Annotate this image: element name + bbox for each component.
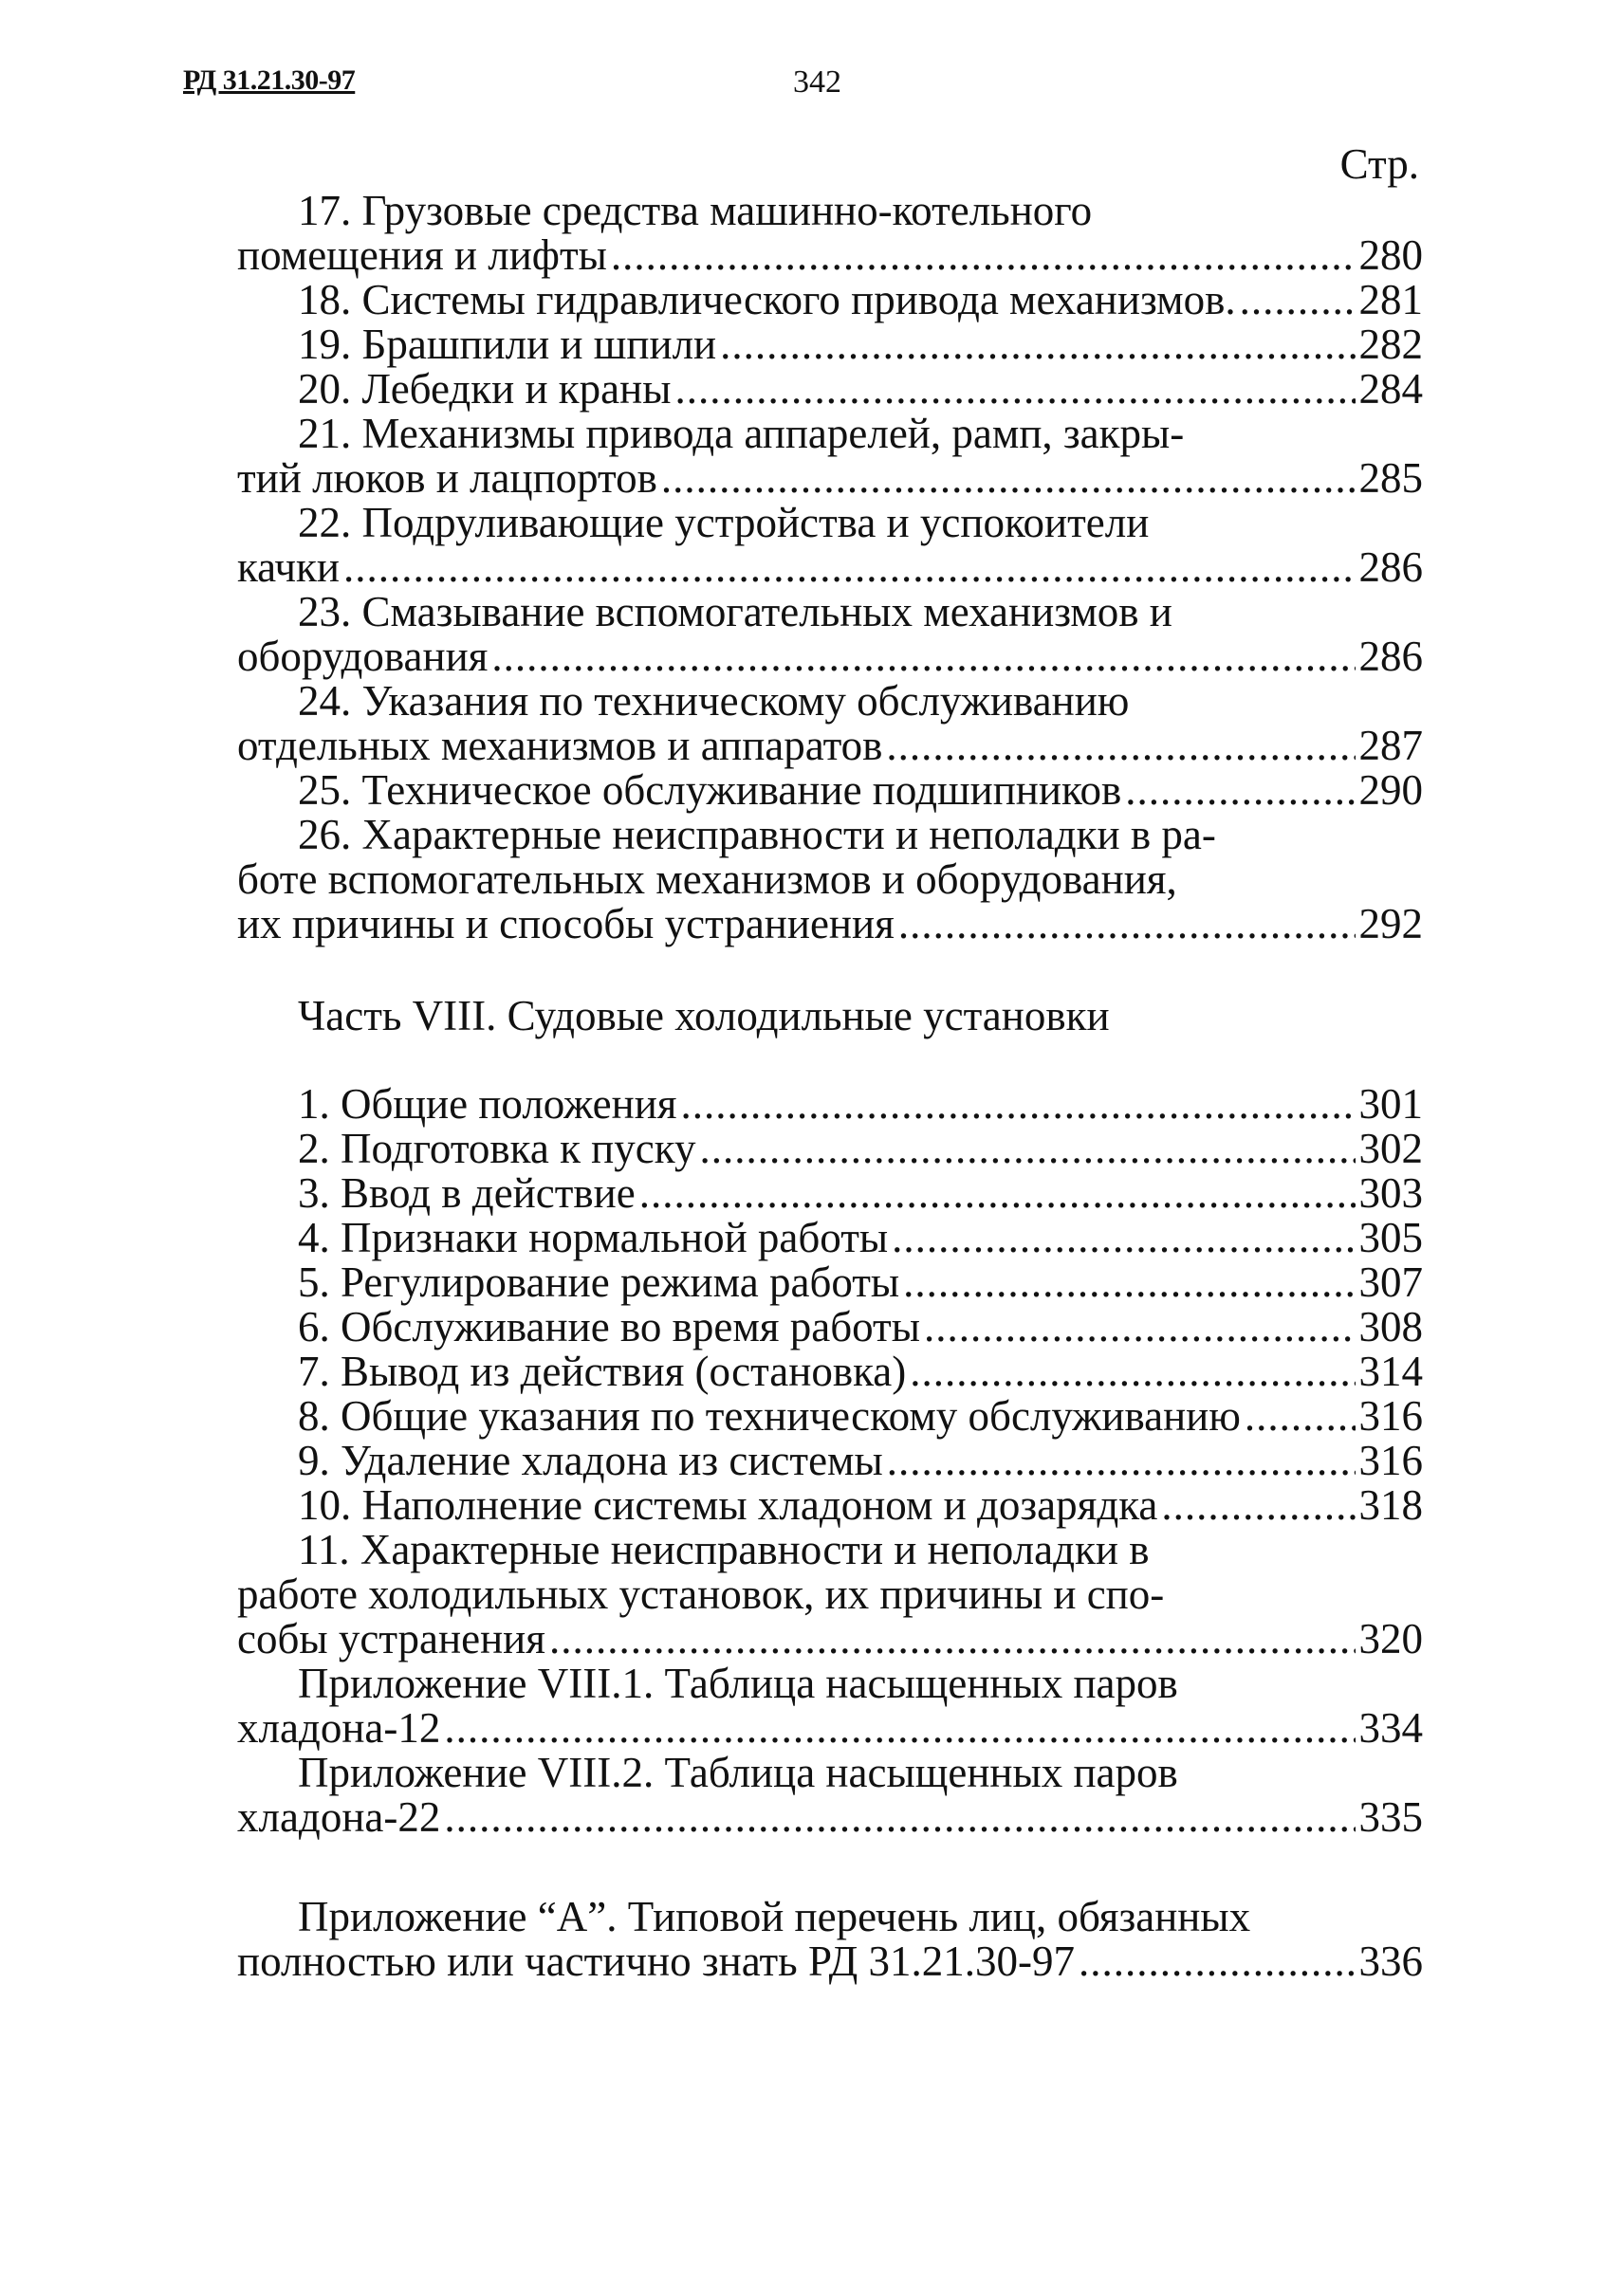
toc-entry [237, 1439, 1423, 1483]
toc-entry-title: тий люков и лацпортов [237, 454, 657, 502]
toc-entry-leader-line [237, 1939, 1423, 1984]
dot-leader [720, 322, 1355, 367]
toc-entry-leader-line [237, 1216, 1423, 1260]
toc-entry-page: 286 [1358, 543, 1423, 591]
toc-entry-leader-line [237, 1617, 1423, 1662]
toc-entry-leader-line [237, 1082, 1423, 1127]
toc-entry-page: 290 [1358, 766, 1423, 814]
part-8-title: Часть VIII. Судовые холодильные установки [298, 992, 1110, 1039]
dot-leader [611, 233, 1356, 278]
toc-entry-line: 22. Подруливающие устройства и успокоители [298, 499, 1150, 546]
toc-entry-title: 3. Ввод в действие [298, 1169, 636, 1217]
toc-entry-page: 303 [1358, 1169, 1423, 1217]
toc-entry [237, 322, 1423, 367]
toc-entry-page: 286 [1358, 633, 1423, 680]
toc-entry-page: 316 [1358, 1437, 1423, 1484]
toc-entry-title: 9. Удаление хладона из системы [298, 1437, 883, 1484]
toc-entry-leader-line [237, 545, 1423, 590]
toc-entry [237, 367, 1423, 412]
dot-leader [1161, 1483, 1355, 1528]
toc-entry [237, 412, 1423, 501]
toc-entry-title: 5. Регулирование режима работы [298, 1258, 900, 1306]
toc-entry [237, 1895, 1423, 1984]
toc-entry [237, 1171, 1423, 1216]
toc-entry-leader-line [237, 233, 1423, 278]
toc-entry-title: хладона-22 [237, 1793, 441, 1841]
dot-leader [924, 1305, 1356, 1350]
toc-entry-leader-line [237, 724, 1423, 768]
dot-leader [699, 1127, 1355, 1171]
dot-leader [343, 545, 1356, 590]
toc-entry [237, 189, 1423, 278]
toc-entry-title: 19. Брашпили и шпили [298, 321, 717, 368]
toc-entry-page: 308 [1358, 1303, 1423, 1350]
document-code: РД 31.21.30-97 [183, 64, 356, 96]
toc-entry-leader-line [237, 1127, 1423, 1171]
toc-entry-leader-line [237, 634, 1423, 679]
dot-leader [491, 634, 1355, 679]
dot-leader [1079, 1939, 1355, 1984]
toc-entry-line: Приложение “А”. Типовой перечень лиц, обязанных [298, 1893, 1251, 1940]
toc-entry [237, 278, 1423, 322]
toc-entry-page: 280 [1358, 231, 1423, 279]
toc-entry [237, 1216, 1423, 1260]
dot-leader [549, 1617, 1356, 1662]
toc-entry-title: 18. Системы гидравлического привода механизмов. [298, 276, 1236, 323]
toc-entry [237, 1751, 1423, 1840]
toc-entry-page: 287 [1358, 722, 1423, 769]
toc-entry [237, 1127, 1423, 1171]
toc-entry [237, 1350, 1423, 1394]
toc-entry-line: 26. Характерные неисправности и неполадки в ра- [298, 811, 1216, 858]
toc-entry [237, 1662, 1423, 1751]
toc-entry-title: их причины и способы устраниения [237, 900, 895, 947]
toc-entry-leader-line [237, 902, 1423, 946]
toc-entry-line: Приложение VIII.2. Таблица насыщенных паров [298, 1749, 1178, 1796]
toc-entry-page: 284 [1358, 365, 1423, 413]
dot-leader [910, 1350, 1355, 1394]
toc-entry-title: 4. Признаки нормальной работы [298, 1214, 889, 1261]
dot-leader [887, 1439, 1356, 1483]
dot-leader [661, 456, 1356, 501]
toc-entry-page: 292 [1358, 900, 1423, 947]
toc-entry-line: боте вспомогательных механизмов и оборудования, [237, 855, 1177, 903]
dot-leader [903, 1260, 1355, 1305]
dot-leader [1245, 1394, 1356, 1439]
toc-entry [237, 1528, 1423, 1662]
spacer [237, 1840, 1423, 1895]
toc-entry-line: 23. Смазывание вспомогательных механизмов и [298, 588, 1172, 635]
toc-entry-line: 17. Грузовые средства машинно-котельного [298, 187, 1093, 234]
toc-entry [237, 590, 1423, 679]
toc-entry-line: 21. Механизмы привода аппарелей, рамп, закры- [298, 410, 1185, 457]
toc-entry-title: полностью или частично знать РД 31.21.30-97 [237, 1938, 1076, 1985]
dot-leader [1125, 768, 1355, 813]
page-number: 342 [793, 64, 841, 100]
dot-leader [444, 1706, 1355, 1751]
toc-entry-leader-line [237, 367, 1423, 412]
appendix-entry-container [237, 1895, 1423, 1984]
toc-entry [237, 1082, 1423, 1127]
toc-entry-page: 305 [1358, 1214, 1423, 1261]
dot-leader [886, 724, 1355, 768]
toc-entry-page: 285 [1358, 454, 1423, 502]
toc-entry-leader-line [237, 1483, 1423, 1528]
toc-entry-title: 25. Техническое обслуживание подшипников [298, 766, 1122, 814]
toc-entry-title: 10. Наполнение системы хладоном и дозарядка [298, 1481, 1158, 1529]
toc-entry-page: 301 [1358, 1080, 1423, 1128]
toc-entry-line: 24. Указания по техническому обслуживанию [298, 677, 1130, 725]
toc-entry-leader-line [237, 456, 1423, 501]
toc-entry-leader-line [237, 1171, 1423, 1216]
toc-entry-page: 314 [1358, 1348, 1423, 1395]
toc-entry-leader-line [237, 1305, 1423, 1350]
toc-entry-leader-line [237, 322, 1423, 367]
dot-leader [674, 367, 1355, 412]
page-column-label: Стр. [1339, 140, 1419, 188]
toc-entry-page: 281 [1358, 276, 1423, 323]
toc-entry-leader-line [237, 768, 1423, 813]
toc-entry [237, 679, 1423, 768]
toc-entry-title: 20. Лебедки и краны [298, 365, 672, 413]
toc-entry-page: 282 [1358, 321, 1423, 368]
part-8-entries [237, 1082, 1423, 1840]
dot-leader [639, 1171, 1356, 1216]
toc-entry-title: 7. Вывод из действия (остановка) [298, 1348, 907, 1395]
toc-entry-title: оборудования [237, 633, 489, 680]
dot-leader [898, 902, 1356, 946]
table-of-contents [237, 142, 1423, 1984]
toc-entry-leader-line [237, 1260, 1423, 1305]
toc-entry [237, 1305, 1423, 1350]
toc-entry [237, 1483, 1423, 1528]
toc-entry-leader-line [237, 1439, 1423, 1483]
toc-entry-line: работе холодильных установок, их причины и спо- [237, 1570, 1165, 1618]
toc-entry [237, 768, 1423, 813]
toc-entry-title: собы устранения [237, 1615, 545, 1662]
toc-entry-page: 316 [1358, 1392, 1423, 1440]
toc-entry [237, 813, 1423, 946]
toc-entry-line: Приложение VIII.1. Таблица насыщенных паров [298, 1660, 1178, 1707]
toc-entry-page: 334 [1358, 1704, 1423, 1752]
toc-entry-page: 320 [1358, 1615, 1423, 1662]
toc-entry-title: помещения и лифты [237, 231, 607, 279]
toc-entry-page: 318 [1358, 1481, 1423, 1529]
toc-entry-title: 6. Обслуживание во время работы [298, 1303, 920, 1350]
toc-entry-leader-line [237, 1350, 1423, 1394]
toc-entry-title: качки [237, 543, 340, 591]
toc-entry-page: 307 [1358, 1258, 1423, 1306]
toc-entry-page: 336 [1358, 1938, 1423, 1985]
toc-entry-title: 2. Подготовка к пуску [298, 1125, 696, 1172]
toc-entry-leader-line [237, 1795, 1423, 1840]
toc-entry-leader-line [237, 1394, 1423, 1439]
dot-leader [892, 1216, 1355, 1260]
part-7-entries [237, 189, 1423, 946]
toc-entry-title: хладона-12 [237, 1704, 441, 1752]
dot-leader [444, 1795, 1355, 1840]
toc-entry-title: 8. Общие указания по техническому обслуживанию [298, 1392, 1241, 1440]
toc-entry-leader-line [237, 278, 1423, 322]
toc-entry [237, 1394, 1423, 1439]
toc-entry-line: 11. Характерные неисправности и неполадки в [298, 1526, 1150, 1573]
toc-entry-page: 335 [1358, 1793, 1423, 1841]
toc-entry-page: 302 [1358, 1125, 1423, 1172]
toc-entry-title: 1. Общие положения [298, 1080, 677, 1128]
toc-entry [237, 1260, 1423, 1305]
toc-entry-title: отдельных механизмов и аппаратов [237, 722, 883, 769]
toc-entry-leader-line [237, 1706, 1423, 1751]
dot-leader [1240, 278, 1356, 322]
toc-entry [237, 501, 1423, 590]
dot-leader [681, 1082, 1356, 1127]
